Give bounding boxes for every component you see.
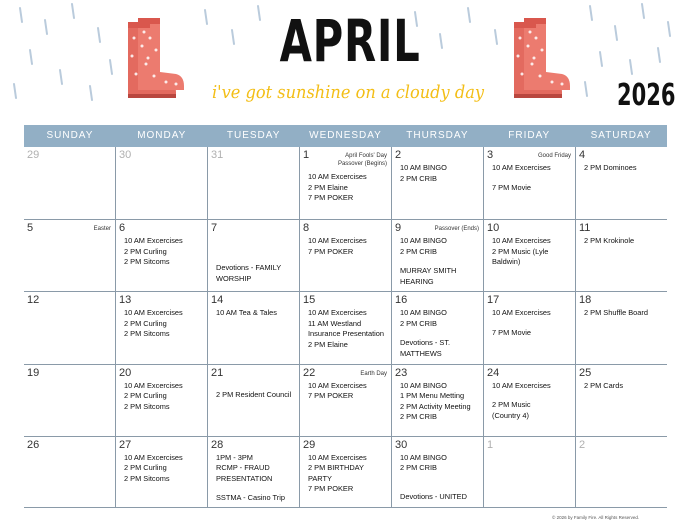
event-list [579, 308, 664, 319]
event-list [487, 381, 572, 422]
day-cell[interactable] [391, 220, 483, 291]
day-number: 25 [579, 366, 592, 379]
event-list [579, 381, 664, 392]
day-number: 21 [211, 366, 224, 379]
rain-boots-icon [120, 16, 186, 102]
holiday-note: Easter [93, 226, 111, 233]
event-item: 2 PM Activity Meeting [400, 401, 471, 411]
event-spacer [216, 484, 296, 493]
event-item: 10 AM Excercises [308, 236, 367, 246]
day-cell[interactable] [207, 437, 299, 508]
weekday-sunday: SUNDAY [46, 130, 94, 141]
holiday-note: Earth Day [360, 370, 387, 377]
day-cell[interactable] [24, 292, 115, 363]
day-cell[interactable] [24, 220, 115, 291]
event-item: Baldwin) [492, 257, 521, 267]
event-item: 2 PM Dominoes [584, 163, 637, 172]
weekday-tuesday: TUESDAY [226, 130, 281, 141]
day-number: 10 [487, 222, 500, 235]
event-item: 10 AM Excercises [492, 308, 551, 318]
event-item: 2 PM Elaine [308, 182, 348, 192]
event-item: 2 PM Music (Lyle [492, 246, 549, 256]
event-list [211, 381, 296, 401]
holiday-note: Good Friday [537, 153, 571, 159]
day-cell[interactable] [483, 365, 575, 436]
weekday-thursday: THURSDAY [406, 130, 469, 141]
event-item: 10 AM Excercises [308, 380, 367, 390]
event-item: 10 AM Excercises [124, 380, 183, 390]
day-number: 26 [27, 438, 40, 451]
day-cell[interactable] [24, 437, 115, 508]
calendar-subtitle: i've got sunshine on a cloudy day [211, 82, 485, 103]
day-cell[interactable] [391, 292, 483, 363]
event-item: 2 PM CRIB [400, 246, 437, 256]
event-list [119, 308, 204, 340]
event-item: Insurance Presentation [308, 329, 385, 339]
event-list [303, 308, 388, 350]
day-number: 17 [487, 294, 500, 307]
event-item: 1 PM Menu Metting [400, 391, 465, 401]
event-spacer [216, 254, 296, 263]
event-item: Devotions - FAMILY [216, 263, 282, 273]
event-list [119, 381, 204, 413]
event-item: 2 PM Sitcoms [124, 257, 170, 267]
event-list [395, 236, 480, 287]
event-item: 7 PM Movie [492, 182, 532, 192]
event-item: 2 PM CRIB [400, 173, 437, 183]
day-cell[interactable] [115, 220, 207, 291]
event-list [579, 236, 664, 247]
day-cell[interactable] [575, 147, 667, 219]
event-item: 7 PM POKER [308, 193, 354, 202]
event-item: 10 AM Excercises [308, 172, 367, 181]
event-item: 2 PM Curling [124, 246, 167, 256]
event-item: MURRAY SMITH [400, 266, 457, 276]
event-item: 2 PM Sitcoms [124, 329, 170, 339]
day-cell[interactable] [207, 147, 299, 219]
event-list [395, 163, 480, 184]
event-list [303, 236, 388, 257]
day-cell[interactable] [24, 147, 115, 219]
day-number: 9 [395, 222, 402, 235]
day-cell[interactable] [391, 147, 483, 219]
event-item: 2 PM CRIB [400, 412, 437, 422]
event-spacer [400, 257, 480, 266]
event-item: 10 AM Excercises [492, 236, 551, 246]
event-list [395, 381, 480, 423]
event-item: PARTY [308, 473, 332, 483]
holiday-note: Passover (Ends) [434, 226, 479, 233]
day-number: 15 [303, 294, 316, 307]
day-number: 14 [211, 294, 224, 307]
day-cell[interactable] [391, 365, 483, 436]
day-number: 31 [211, 149, 224, 161]
day-cell[interactable] [299, 292, 391, 363]
weekday-friday: FRIDAY [508, 130, 551, 141]
event-item: 7 PM POKER [308, 484, 354, 494]
event-item: 10 AM Excercises [308, 308, 367, 318]
event-item: 10 AM Tea & Tales [216, 308, 277, 318]
event-item: WORSHIP [216, 273, 252, 283]
day-number: 23 [395, 366, 408, 379]
day-number: 11 [579, 222, 591, 235]
day-cell[interactable] [299, 220, 391, 291]
event-item: Devotions - ST. [400, 338, 451, 348]
event-list [303, 163, 388, 204]
day-number: 16 [395, 294, 408, 307]
event-item: HEARING [400, 276, 434, 286]
day-cell[interactable] [299, 437, 391, 508]
day-number: 8 [303, 222, 310, 235]
day-number: 1 [303, 149, 310, 161]
event-item: PRESENTATION [216, 473, 273, 483]
event-item: MATTHEWS [400, 348, 442, 358]
day-cell[interactable] [483, 292, 575, 363]
day-number: 30 [119, 149, 132, 161]
event-item: 2 PM Elaine [308, 339, 348, 349]
event-item: 2 PM Krokinole [584, 236, 635, 246]
copyright-footer: © 2026 by Family Fire. All Rights Reserved. [552, 515, 640, 520]
event-spacer [492, 391, 572, 400]
day-cell[interactable] [483, 437, 575, 508]
event-list [579, 163, 664, 174]
day-cell[interactable] [575, 365, 667, 436]
event-item: SSTMA - Casino Trip [216, 493, 285, 503]
event-item: 2 PM CRIB [400, 463, 437, 473]
event-spacer [492, 319, 572, 328]
event-list [211, 236, 296, 284]
rain-boots-icon [506, 16, 572, 102]
calendar-week [24, 147, 667, 219]
day-number: 27 [119, 438, 132, 451]
day-cell[interactable] [299, 365, 391, 436]
event-list [487, 308, 572, 338]
event-item: 2 PM Music [492, 400, 531, 410]
day-cell[interactable] [207, 220, 299, 291]
calendar-week [24, 364, 667, 436]
event-item: 2 PM Sitcoms [124, 401, 170, 411]
weekday-monday: MONDAY [137, 130, 187, 141]
event-spacer [216, 236, 296, 245]
event-spacer [492, 174, 572, 183]
event-item: 2 PM Curling [124, 463, 167, 473]
day-number: 13 [119, 294, 132, 307]
event-item: 2 PM BIRTHDAY [308, 463, 364, 473]
day-number: 20 [119, 366, 132, 379]
day-number: 4 [579, 149, 586, 161]
event-item: 2 PM Shuffle Board [584, 308, 648, 318]
event-spacer [216, 245, 296, 254]
day-number: 6 [119, 222, 126, 235]
event-item: 2 PM CRIB [400, 318, 437, 328]
event-item: 7 PM POKER [308, 391, 354, 401]
event-spacer [400, 329, 480, 338]
event-item: (Country 4) [492, 410, 529, 420]
event-list [119, 236, 204, 268]
event-item: 11 AM Westland [308, 318, 362, 328]
day-number: 3 [487, 149, 494, 161]
event-list [303, 453, 388, 495]
weekday-wednesday: WEDNESDAY [309, 130, 382, 141]
day-number: 18 [579, 294, 592, 307]
holiday-note: April Fools' Day Passover (Begins) [337, 153, 387, 167]
event-list [395, 453, 480, 503]
year-label: 2026 [616, 78, 675, 113]
event-item: 10 AM Excercises [308, 452, 367, 462]
event-item: 2 PM Curling [124, 391, 167, 401]
day-number: 1 [487, 438, 494, 451]
event-list [487, 236, 572, 268]
event-item: 10 AM Excercises [124, 236, 183, 246]
event-item: 10 AM Excercises [124, 452, 183, 462]
event-spacer [400, 474, 480, 483]
calendar-week [24, 291, 667, 363]
event-item: 10 AM BINGO [400, 452, 447, 462]
day-number: 30 [395, 438, 408, 451]
day-number: 19 [27, 366, 40, 379]
day-cell[interactable] [575, 292, 667, 363]
event-item: 10 AM Excercises [492, 163, 551, 172]
day-cell[interactable] [115, 365, 207, 436]
event-item: 2 PM Curling [124, 318, 167, 328]
event-item: 7 PM Movie [492, 327, 532, 337]
day-number: 29 [27, 149, 40, 161]
day-cell[interactable] [575, 220, 667, 291]
event-list [211, 308, 296, 319]
event-list [395, 308, 480, 359]
day-number: 24 [487, 366, 500, 379]
event-item: 1PM - 3PM [216, 452, 253, 462]
day-number: 12 [27, 294, 40, 307]
event-item: 10 AM BINGO [400, 163, 447, 172]
day-cell[interactable] [299, 147, 391, 219]
day-number: 2 [395, 149, 402, 161]
event-item: RCMP - FRAUD [216, 463, 270, 473]
day-number: 2 [579, 438, 586, 451]
day-number: 22 [303, 366, 316, 379]
day-cell[interactable] [483, 147, 575, 219]
calendar-grid [24, 147, 667, 508]
day-cell[interactable] [391, 437, 483, 508]
weekday-saturday: SATURDAY [590, 130, 652, 141]
weekday-header [24, 125, 667, 147]
event-list [487, 163, 572, 193]
event-spacer [400, 483, 480, 492]
day-cell[interactable] [115, 437, 207, 508]
day-number: 29 [303, 438, 316, 451]
event-list [303, 381, 388, 402]
day-number: 5 [27, 222, 34, 235]
day-cell[interactable] [483, 220, 575, 291]
day-cell[interactable] [575, 437, 667, 508]
event-list [211, 453, 296, 504]
event-list [119, 453, 204, 485]
event-item: 10 AM BINGO [400, 308, 447, 318]
event-item: 2 PM Resident Council [216, 389, 292, 399]
event-item: 10 AM Excercises [124, 308, 183, 318]
calendar-week [24, 436, 667, 508]
day-cell[interactable] [115, 292, 207, 363]
event-spacer [216, 381, 296, 390]
event-item: 2 PM Sitcoms [124, 473, 170, 483]
day-cell[interactable] [24, 365, 115, 436]
day-cell[interactable] [207, 365, 299, 436]
event-item: 2 PM Cards [584, 380, 624, 390]
day-cell[interactable] [115, 147, 207, 219]
event-item: 10 AM BINGO [400, 380, 447, 390]
event-item: Devotions - UNITED [400, 491, 467, 501]
day-number: 28 [211, 438, 224, 451]
month-title: APRIL [279, 7, 421, 75]
event-item: 7 PM POKER [308, 246, 354, 256]
day-cell[interactable] [207, 292, 299, 363]
calendar-week [24, 219, 667, 291]
day-number: 7 [211, 222, 218, 235]
event-item: 10 AM BINGO [400, 236, 447, 246]
event-item: 10 AM Excercises [492, 380, 551, 390]
